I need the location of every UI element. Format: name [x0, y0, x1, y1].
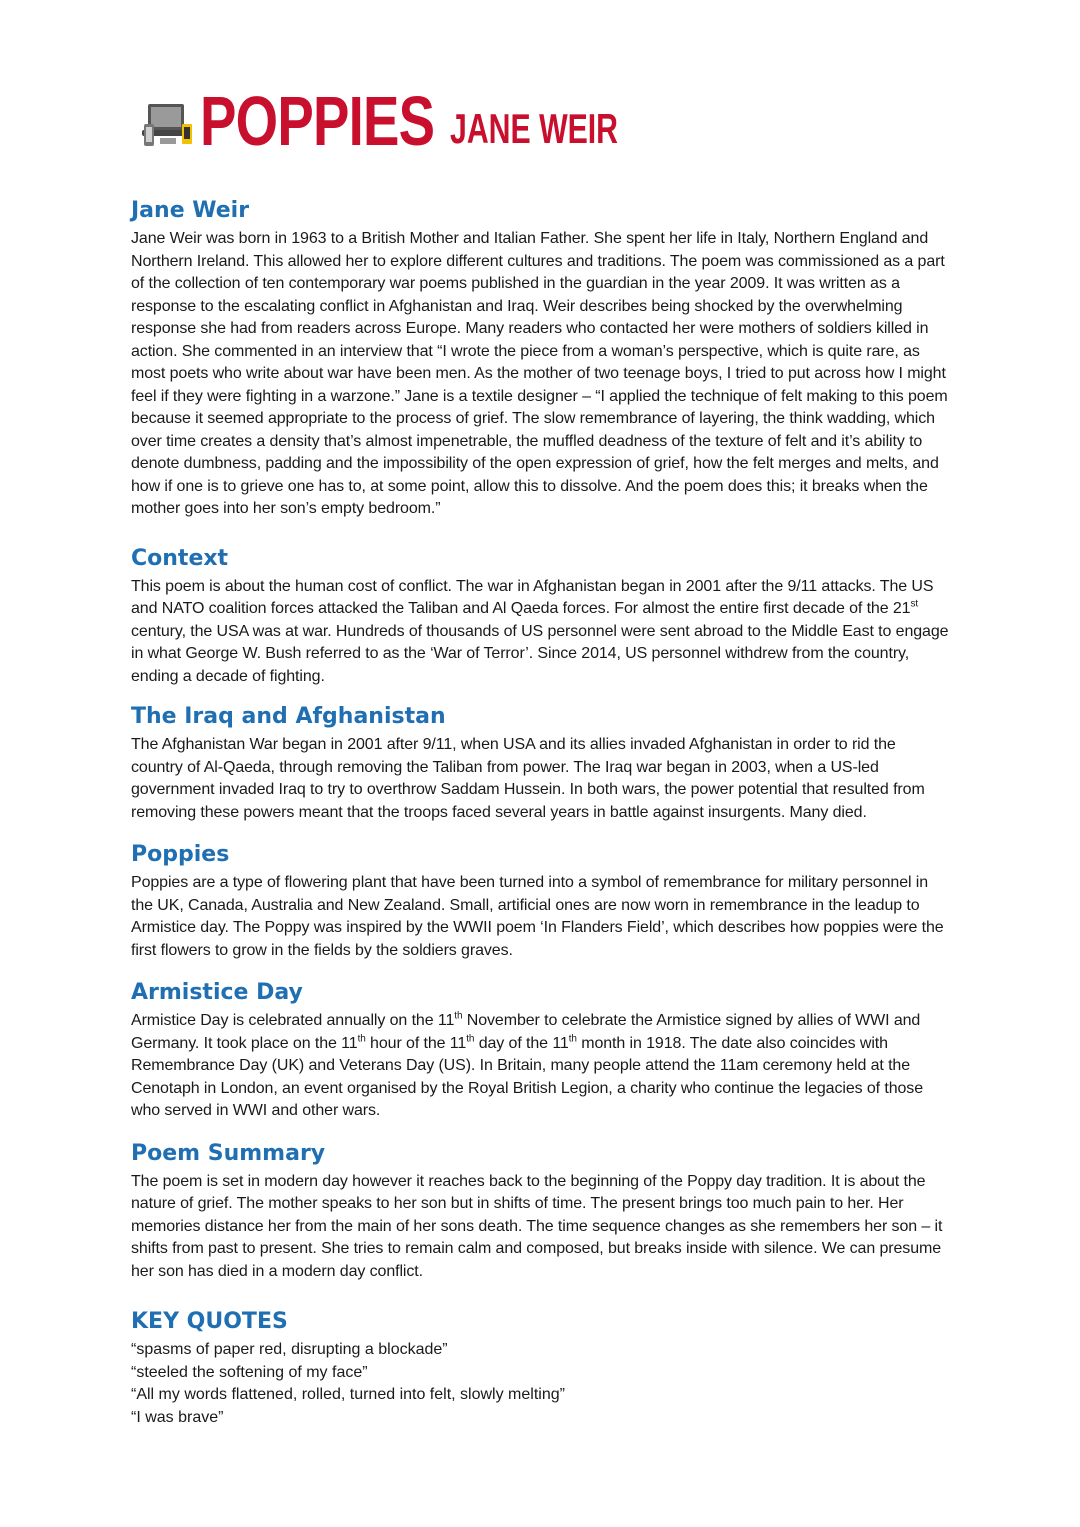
- section-iraq-afghanistan: [131, 704, 951, 824]
- section-heading: Poem Summary: [131, 1140, 326, 1166]
- section-heading: KEY QUOTES: [131, 1309, 288, 1334]
- content: [131, 198, 951, 1429]
- section-heading: Jane Weir: [131, 198, 250, 223]
- key-quote: “spasms of paper red, disrupting a blockade”: [131, 1341, 448, 1358]
- section-body: Poppies are a type of flowering plant that have been turned into a symbol of remembrance for military personnel in the UK, Canada, Australia and New Zealand. Small, artificial ones are now worn in remembrance in the leadup to Armistice day. The Poppy was inspired by the WWII poem ‘In Flanders Field’, which describes how poppies were the first flowers to grow in the fields by the soldiers graves.: [131, 874, 944, 959]
- poem-title: POPPIES: [200, 82, 435, 160]
- section-key-quotes: [131, 1309, 951, 1429]
- section-heading: Poppies: [131, 842, 230, 867]
- section-heading: Context: [131, 545, 229, 571]
- section-poppies: [131, 842, 951, 962]
- section-body: The poem is set in modern day however it reaches back to the beginning of the Poppy day tradition. It is about the nature of grief. The mother speaks to her son but in shifts of time. The present brings too much pain to her. Her memories distance her from the main of her sons death. The time sequence changes as she remembers her son – it shifts from past to present. She tries to remain calm and composed, but breaks inside with silence. We can presume her son has died in a modern day conflict.: [131, 1172, 943, 1280]
- section-poem-summary: [131, 1141, 951, 1284]
- laptop-devices-icon: [140, 100, 194, 150]
- section-heading: The Iraq and Afghanistan: [131, 704, 446, 729]
- page-header: [140, 76, 684, 160]
- poet-name: JANE WEIR: [450, 105, 619, 152]
- section-heading: Armistice Day: [131, 980, 303, 1005]
- key-quote: “All my words flattened, rolled, turned into felt, slowly melting”: [131, 1386, 565, 1403]
- key-quote: “I was brave”: [131, 1408, 224, 1426]
- section-body: Jane Weir was born in 1963 to a British Mother and Italian Father. She spent her life in Italy, Northern England and Northern Ireland. This allowed her to explore different cultures and traditions. The poem was commissioned as a part of the collection of ten contemporary war poems published in the guardian in the year 2009. It was written as a response to the escalating conflict in Afghanistan and Iraq. Weir describes being shocked by the overwhelming response she had from readers across Europe. Many readers who contacted her were mothers of soldiers killed in action. She commented in an interview that “I wrote the piece from a woman’s perspective, which is quite rare, as most poets who write about war have been men. As the mother of two teenage boys, I tried to put across how I might feel if they were fighting in a warzone.” Jane is a textile designer – “I applied the technique of felt making to this poem because it seemed appropriate to the process of grief. The slow remembrance of layering, the think wadding, which over time creates a density that’s almost impenetrable, the muffled deadness of the texture of felt and it’s ability to denote dumbness, padding and the impossibility of the open expression of grief, how the felt merges and melts, and how if one is to grieve one has to, at some point, allow this to dissolve. And the poem does this; it breaks when the mother goes into her son’s empty bedroom.”: [131, 230, 948, 517]
- section-body: The Afghanistan War began in 2001 after 9/11, when USA and its allies invaded Afghanistan in order to rid the country of Al-Qaeda, through removing the Taliban from power. The Iraq war began in 2003, when a US-led government invaded Iraq to try to overthrow Saddam Hussein. In both wars, the power potential that resulted from removing these powers meant that the troops faced several years in battle against insurgents. Many died.: [131, 736, 925, 821]
- section-context: [131, 546, 951, 689]
- section-jane-weir: [131, 198, 951, 521]
- key-quote: “steeled the softening of my face”: [131, 1363, 368, 1381]
- section-body: Armistice Day is celebrated annually on the 11th November to celebrate the Armistice signed by allies of WWI and Germany. It took place on the 11th hour of the 11th day of the 11th month in 1918. The date also coincides with Remembrance Day (UK) and Veterans Day (US). In Britain, many people attend the 11am ceremony held at the Cenotaph in London, an event organised by the Royal British Legion, a charity who continue the legacies of those who served in WWI and other wars.: [131, 1010, 923, 1119]
- section-armistice-day: [131, 980, 951, 1123]
- section-body: This poem is about the human cost of conflict. The war in Afghanistan began in 2001 after the 9/11 attacks. The US and NATO coalition forces attacked the Taliban and Al Qaeda forces. For almost the entire first decade of the 21st century, the USA was at war. Hundreds of thousands of US personnel were sent abroad to the Middle East to engage in what George W. Bush referred to as the ‘War of Terror’. Since 2014, US personnel withdrew from the country, ending a decade of fighting.: [131, 577, 949, 685]
